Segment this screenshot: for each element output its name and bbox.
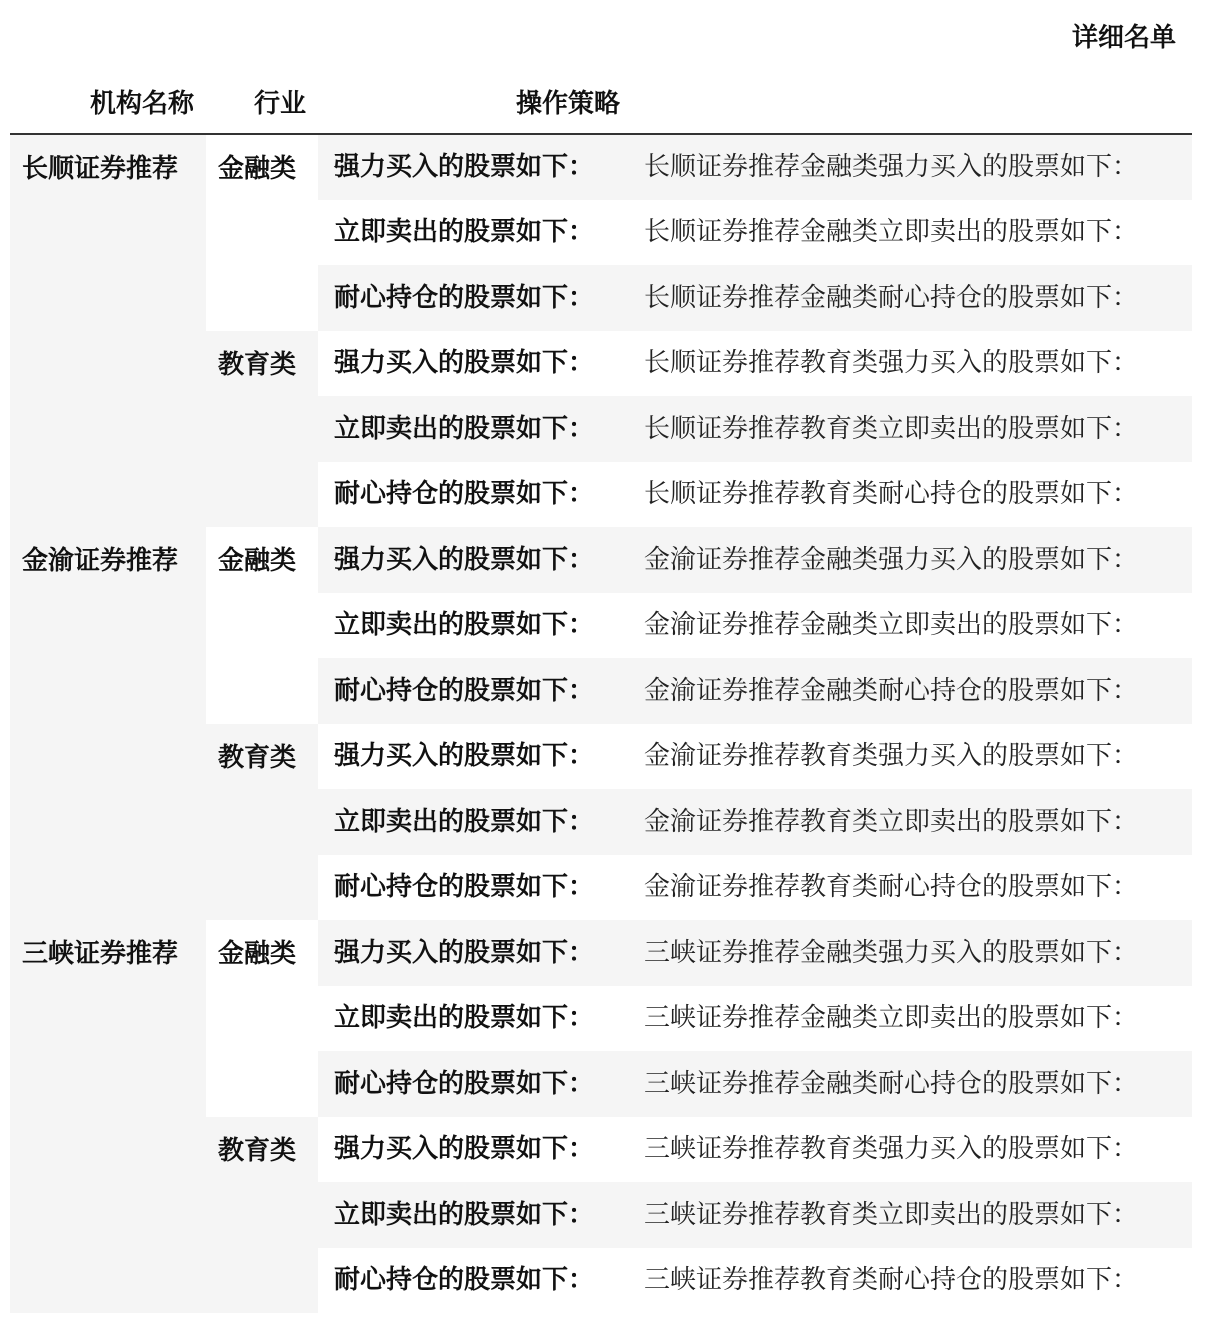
detail-table — [10, 70, 1192, 1313]
header-row — [10, 70, 1192, 134]
industry-name: 金融类 — [206, 527, 318, 724]
strategy-label: 强力买入的股票如下： — [318, 1117, 632, 1183]
strategy-label: 耐心持仓的股票如下： — [318, 1248, 632, 1314]
table-row — [10, 134, 1192, 200]
strategy-label: 耐心持仓的股票如下： — [318, 1051, 632, 1117]
strategy-value: 长顺证券推荐金融类耐心持仓的股票如下： — [632, 265, 1192, 331]
strategy-label: 立即卖出的股票如下： — [318, 593, 632, 659]
strategy-value: 三峡证券推荐教育类强力买入的股票如下： — [632, 1117, 1192, 1183]
industry-name: 教育类 — [206, 724, 318, 921]
industry-name: 教育类 — [206, 331, 318, 528]
strategy-value: 三峡证券推荐教育类立即卖出的股票如下： — [632, 1182, 1192, 1248]
strategy-label: 强力买入的股票如下： — [318, 134, 632, 200]
header-industry: 行业 — [206, 70, 318, 134]
strategy-value: 金渝证券推荐教育类强力买入的股票如下： — [632, 724, 1192, 790]
strategy-value: 金渝证券推荐金融类强力买入的股票如下： — [632, 527, 1192, 593]
strategy-label: 立即卖出的股票如下： — [318, 1182, 632, 1248]
strategy-value: 长顺证券推荐教育类耐心持仓的股票如下： — [632, 462, 1192, 528]
institution-name: 三峡证券推荐 — [10, 920, 206, 1313]
page-title: 详细名单 — [1071, 23, 1176, 53]
strategy-value: 三峡证券推荐金融类立即卖出的股票如下： — [632, 986, 1192, 1052]
strategy-value: 三峡证券推荐金融类强力买入的股票如下： — [632, 920, 1192, 986]
strategy-value: 金渝证券推荐教育类立即卖出的股票如下： — [632, 789, 1192, 855]
strategy-label: 强力买入的股票如下： — [318, 724, 632, 790]
strategy-value: 三峡证券推荐金融类耐心持仓的股票如下： — [632, 1051, 1192, 1117]
strategy-value: 金渝证券推荐金融类立即卖出的股票如下： — [632, 593, 1192, 659]
industry-name: 金融类 — [206, 920, 318, 1117]
strategy-value: 金渝证券推荐金融类耐心持仓的股票如下： — [632, 658, 1192, 724]
strategy-value: 长顺证券推荐教育类立即卖出的股票如下： — [632, 396, 1192, 462]
table-row — [10, 527, 1192, 593]
strategy-label: 强力买入的股票如下： — [318, 527, 632, 593]
header-strategy: 操作策略 — [318, 70, 632, 134]
table-body — [10, 134, 1192, 1313]
strategy-value: 三峡证券推荐教育类耐心持仓的股票如下： — [632, 1248, 1192, 1314]
strategy-label: 立即卖出的股票如下： — [318, 396, 632, 462]
strategy-value: 长顺证券推荐金融类立即卖出的股票如下： — [632, 200, 1192, 266]
strategy-label: 立即卖出的股票如下： — [318, 986, 632, 1052]
table-row — [10, 920, 1192, 986]
strategy-label: 强力买入的股票如下： — [318, 920, 632, 986]
header-value — [632, 70, 1192, 134]
strategy-label: 立即卖出的股票如下： — [318, 789, 632, 855]
strategy-label: 立即卖出的股票如下： — [318, 200, 632, 266]
strategy-value: 金渝证券推荐教育类耐心持仓的股票如下： — [632, 855, 1192, 921]
industry-name: 金融类 — [206, 134, 318, 331]
industry-name: 教育类 — [206, 1117, 318, 1314]
strategy-label: 耐心持仓的股票如下： — [318, 462, 632, 528]
strategy-value: 长顺证券推荐金融类强力买入的股票如下： — [632, 134, 1192, 200]
header-institution: 机构名称 — [10, 70, 206, 134]
strategy-label: 耐心持仓的股票如下： — [318, 658, 632, 724]
strategy-value: 长顺证券推荐教育类强力买入的股票如下： — [632, 331, 1192, 397]
institution-name: 金渝证券推荐 — [10, 527, 206, 920]
strategy-label: 耐心持仓的股票如下： — [318, 265, 632, 331]
strategy-label: 强力买入的股票如下： — [318, 331, 632, 397]
strategy-label: 耐心持仓的股票如下： — [318, 855, 632, 921]
institution-name: 长顺证券推荐 — [10, 134, 206, 527]
